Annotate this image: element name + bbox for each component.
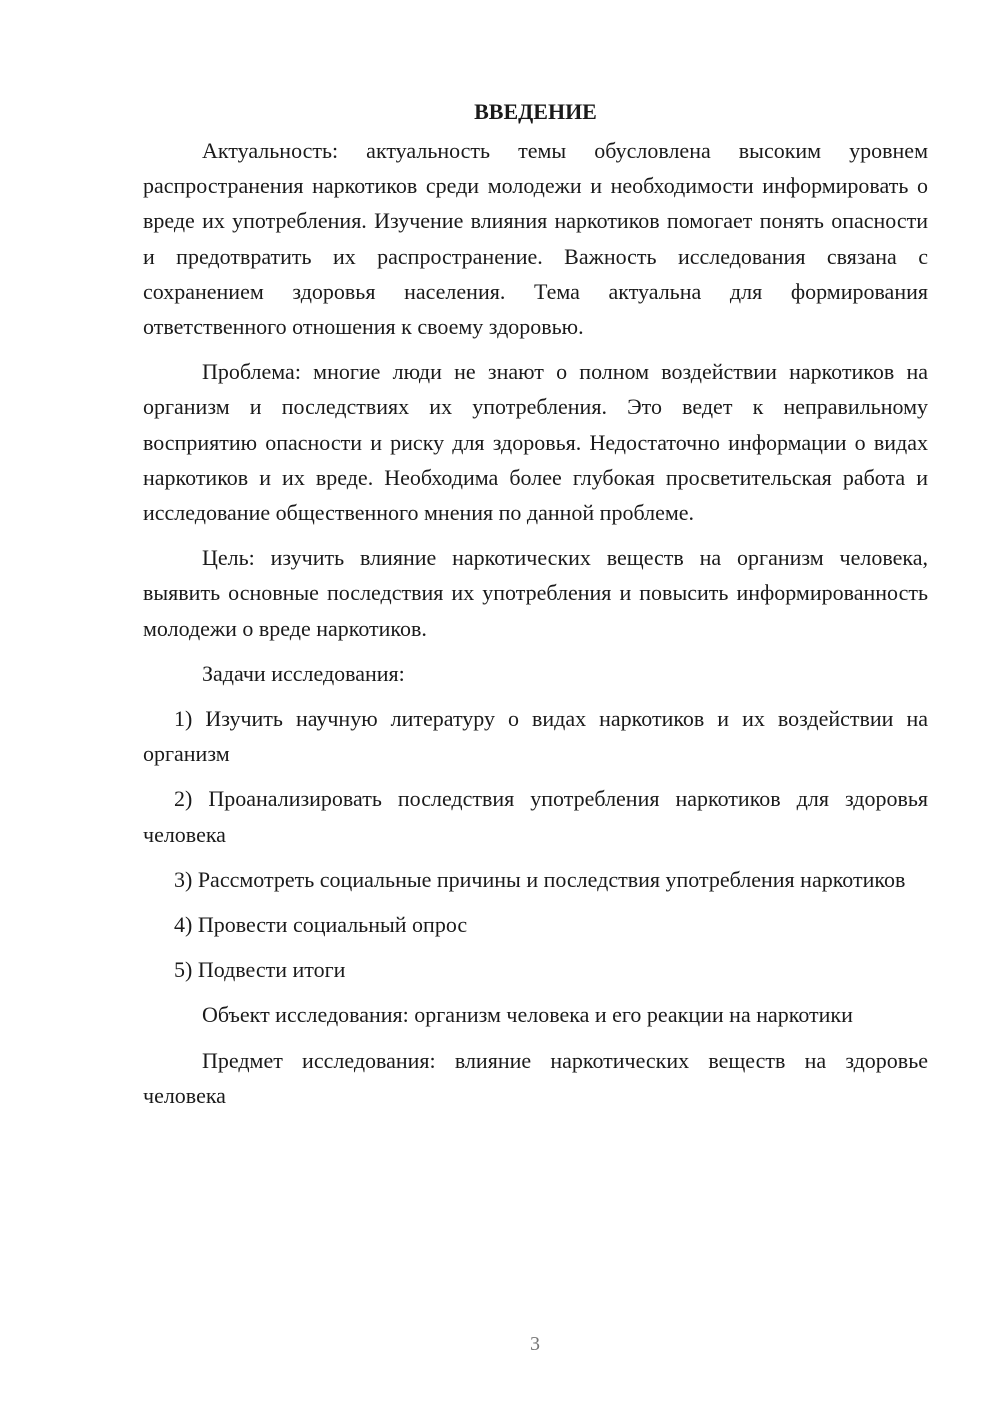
task-item-5: 5) Подвести итоги bbox=[174, 957, 346, 983]
goal-paragraph: Цель: изучить влияние наркотических веществ на организм человека, выявить основные последствия их употребления и повысить информированность молодежи о вреде наркотиков. bbox=[143, 545, 928, 641]
problem-paragraph: Проблема: многие люди не знают о полном воздействии наркотиков на организм и последствиях их употребления. Это ведет к неправильному восприятию опасности и риску для здоровья. Недостаточно информации о видах наркотиков и их вреде. Необходима более глубокая просветительская работа и исследование общественного мнения по данной проблеме. bbox=[143, 359, 928, 526]
task-item-3: 3) Рассмотреть социальные причины и последствия употребления наркотиков bbox=[174, 866, 906, 892]
relevance-paragraph: Актуальность: актуальность темы обусловлена высоким уровнем распространения наркотиков среди молодежи и необходимости информировать о вреде их употребления. Изучение влияния наркотиков помогает понять опасности и предотвратить их распространение. Важность исследования связана с сохранением здоровья населения. Тема актуальна для формирования ответственного отношения к своему здоровью. bbox=[143, 138, 928, 340]
task-item-2: 2) Проанализировать последствия употребления наркотиков для здоровья человека bbox=[143, 786, 928, 847]
object-paragraph: Объект исследования: организм человека и его реакции на наркотики bbox=[202, 1002, 853, 1028]
task-item-1: 1) Изучить научную литературу о видах наркотиков и их воздействии на организм bbox=[143, 706, 928, 767]
document-body bbox=[143, 94, 928, 1113]
tasks-heading: Задачи исследования: bbox=[202, 660, 405, 686]
subject-paragraph: Предмет исследования: влияние наркотических веществ на здоровье человека bbox=[143, 1047, 928, 1108]
page-number: 3 bbox=[530, 1333, 540, 1355]
task-item-4: 4) Провести социальный опрос bbox=[174, 912, 468, 938]
section-title: ВВЕДЕНИЕ bbox=[474, 99, 597, 124]
